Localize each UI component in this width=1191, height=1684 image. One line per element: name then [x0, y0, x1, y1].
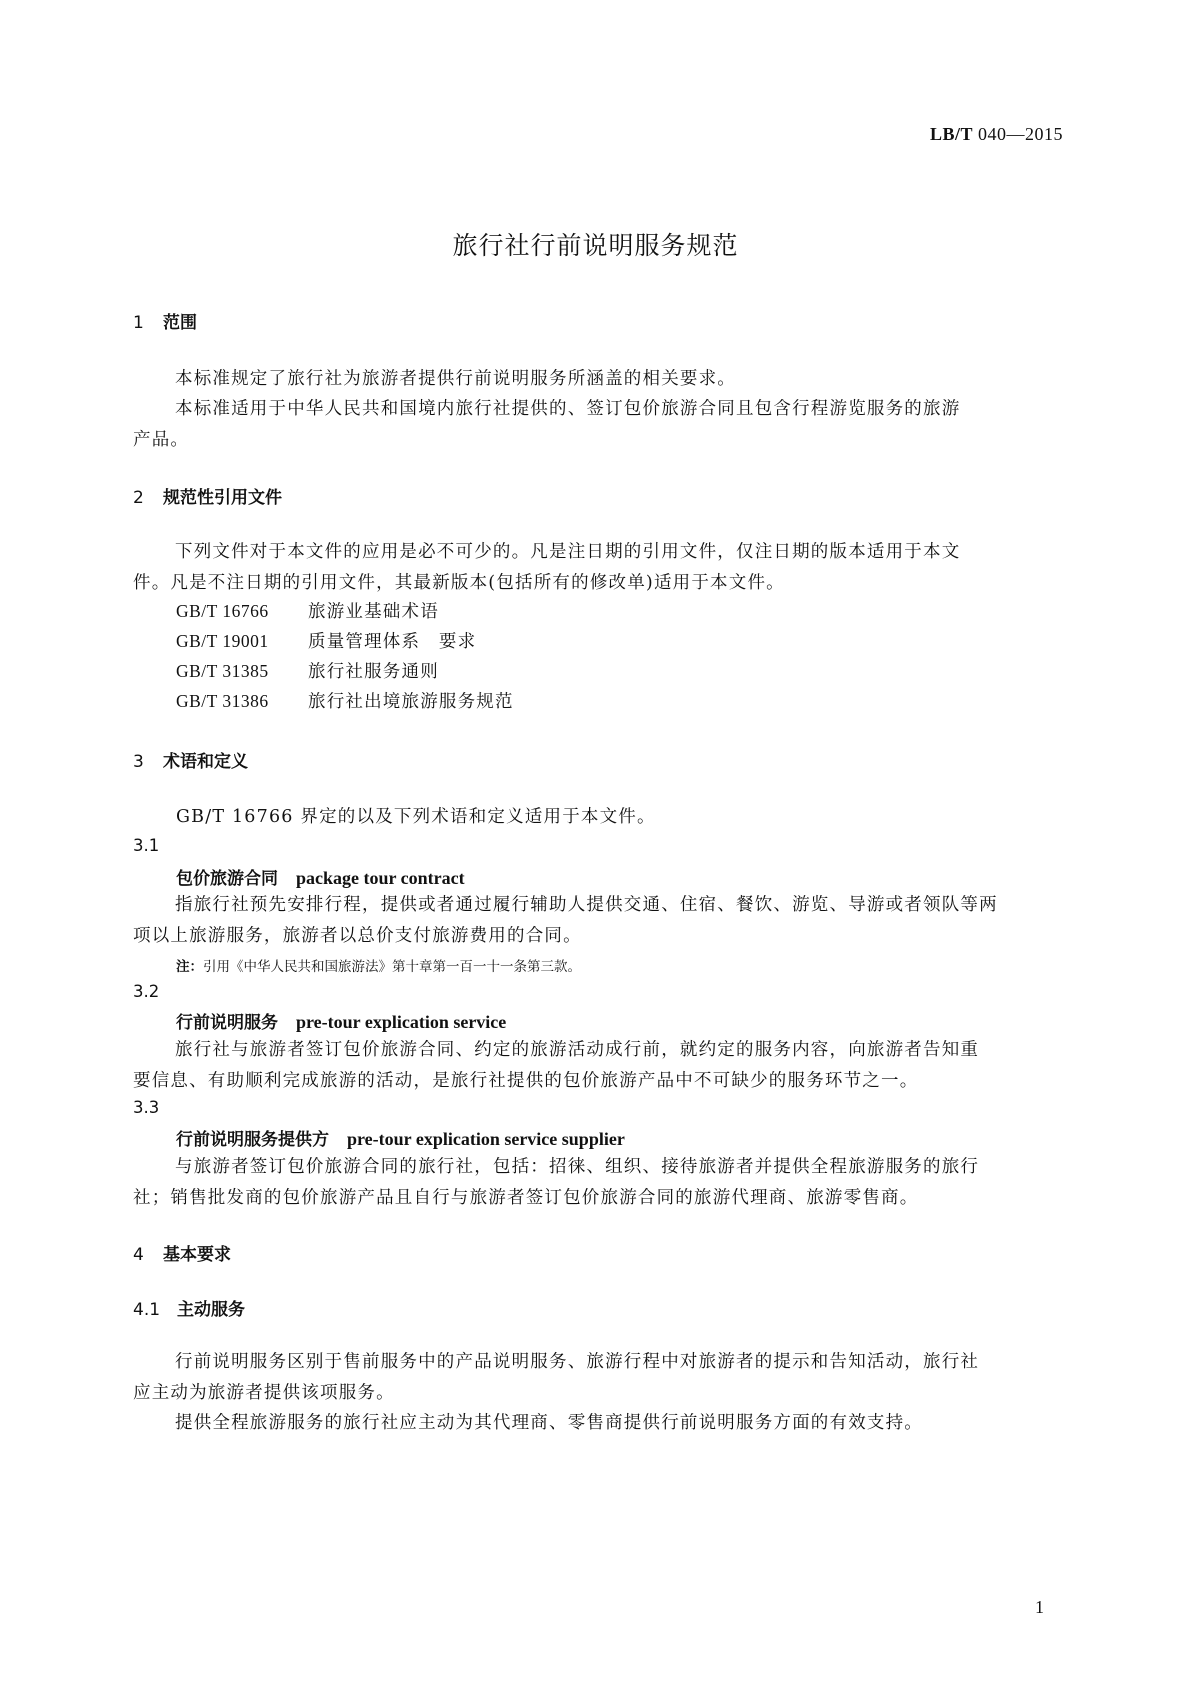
subsection-4-1-paragraph-2: 提供全程旅游服务的旅行社应主动为其代理商、零售商提供行前说明服务方面的有效支持。	[175, 1413, 923, 1433]
reference-item: GB/T 19001 质量管理体系 要求	[176, 631, 477, 652]
section-3-intro: GB/T 16766 界定的以及下列术语和定义适用于本文件。	[176, 807, 656, 827]
term-definition: 旅行社与旅游者签订包价旅游合同、约定的旅游活动成行前，就约定的服务内容，向旅游者告知重 要信息、有助顺利完成旅游的活动，是旅行社提供的包价旅游产品中不可缺少的服务环节之一。	[133, 1040, 980, 1091]
section-2-paragraph: 下列文件对于本文件的应用是必不可少的。凡是注日期的引用文件，仅注日期的版本适用于本文 件。凡是不注日期的引用文件，其最新版本(包括所有的修改单)适用于本文件。	[133, 542, 961, 593]
standard-code: 040—2015	[978, 124, 1063, 144]
standard-prefix: LB/T	[929, 124, 973, 144]
section-1-paragraph-2: 本标准适用于中华人民共和国境内旅行社提供的、签订包价旅游合同且包含行程游览服务的旅游 产品。	[133, 399, 961, 450]
reference-item: GB/T 31385 旅行社服务通则	[176, 661, 439, 682]
section-title: 基本要求	[163, 1245, 231, 1265]
section-3-heading	[133, 747, 248, 772]
section-1-paragraph-1: 本标准规定了旅行社为旅游者提供行前说明服务所涵盖的相关要求。	[175, 369, 736, 389]
term-definition: 指旅行社预先安排行程，提供或者通过履行辅助人提供交通、住宿、餐饮、游览、导游或者领队等两 项以上旅游服务，旅游者以总价支付旅游费用的合同。	[133, 895, 998, 946]
section-2-heading	[133, 483, 282, 508]
section-title: 术语和定义	[163, 752, 248, 772]
reference-item: GB/T 31386 旅行社出境旅游服务规范	[176, 691, 514, 712]
section-number: 1	[133, 313, 144, 333]
section-title: 范围	[163, 313, 197, 333]
term-title: 行前说明服务提供方 pre-tour explication service supplier	[176, 1129, 625, 1150]
term-title: 行前说明服务 pre-tour explication service	[176, 1012, 507, 1033]
section-number: 4.1	[133, 1300, 161, 1320]
section-number: 2	[133, 488, 144, 508]
section-1-heading	[133, 308, 197, 333]
term-note: 注：引用《中华人民共和国旅游法》第十章第一百一十一条第三款。	[176, 959, 581, 975]
term-definition: 与旅游者签订包价旅游合同的旅行社，包括：招徕、组织、接待旅游者并提供全程旅游服务的旅行 社；销售批发商的包价旅游产品且自行与旅游者签订包价旅游合同的旅游代理商、旅游零售商。	[133, 1157, 980, 1208]
section-number: 3	[133, 752, 144, 772]
section-4-heading	[133, 1240, 231, 1265]
page-number: 1	[1035, 1597, 1044, 1617]
section-title: 规范性引用文件	[163, 488, 282, 508]
standard-number-header	[930, 124, 1063, 145]
section-number: 4	[133, 1245, 144, 1265]
section-title: 主动服务	[177, 1300, 245, 1320]
reference-item: GB/T 16766 旅游业基础术语	[176, 601, 439, 622]
document-title: 旅行社行前说明服务规范	[452, 231, 739, 260]
term-number: 3.3	[133, 1098, 160, 1117]
term-title: 包价旅游合同 package tour contract	[176, 868, 465, 889]
term-number: 3.2	[133, 982, 160, 1001]
term-number: 3.1	[133, 836, 160, 855]
subsection-4-1-paragraph-1: 行前说明服务区别于售前服务中的产品说明服务、旅游行程中对旅游者的提示和告知活动，旅行社 应主动为旅游者提供该项服务。	[133, 1352, 980, 1403]
subsection-4-1-heading	[133, 1295, 245, 1320]
